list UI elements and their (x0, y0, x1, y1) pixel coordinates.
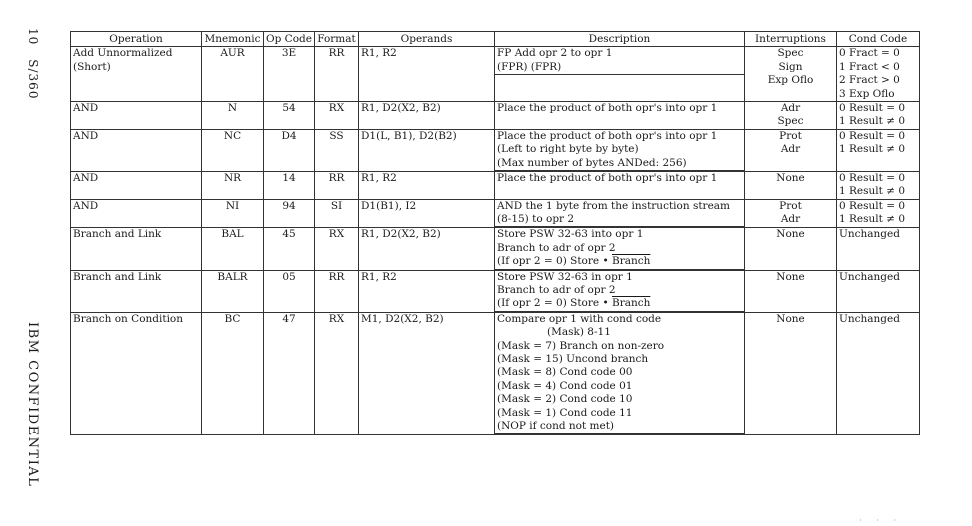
instruction-table (70, 31, 920, 435)
table-row (71, 312, 920, 435)
header-description: Description (495, 32, 745, 47)
cell-format: RX (315, 101, 359, 129)
cell-opcode: 05 (264, 270, 315, 312)
cell-operation: Branch on Condition (71, 312, 202, 435)
series-label: S/360 (26, 59, 40, 100)
cell-description: Place the product of both opr's into opr 1 (495, 101, 745, 129)
cell-cond-code: 0 Result = 0 1 Result ≠ 0 (837, 171, 920, 199)
cell-cond-code: 0 Result = 0 1 Result ≠ 0 (837, 101, 920, 129)
cell-interruptions: None (745, 171, 837, 199)
cell-mnemonic: AUR (202, 47, 264, 102)
table-row (71, 129, 920, 171)
cell-mnemonic: BC (202, 312, 264, 435)
cell-cond-code: Unchanged (837, 270, 920, 312)
page-number: 10 (26, 28, 40, 46)
cell-operands: D1(B1), I2 (359, 199, 495, 228)
cell-operands: R1, R2 (359, 270, 495, 312)
cell-interruptions: Adr Spec (745, 101, 837, 129)
side-label-top (26, 28, 40, 99)
cell-description: FP Add opr 2 to opr 1 (FPR) (FPR) (495, 47, 745, 102)
cell-format: RX (315, 228, 359, 270)
cell-opcode: 45 (264, 228, 315, 270)
cell-description: Store PSW 32-63 into opr 1 Branch to adr of opr 2 (If opr 2 = 0) Store • Branch (495, 228, 745, 270)
cell-cond-code: 0 Fract = 0 1 Fract < 0 2 Fract > 0 3 Exp Oflo (837, 47, 920, 102)
cell-mnemonic: NR (202, 171, 264, 199)
cell-description: Place the product of both opr's into opr 1 (Left to right byte by byte) (Max number of bytes ANDed: 256) (495, 129, 745, 171)
cell-mnemonic: BALR (202, 270, 264, 312)
cell-opcode: 47 (264, 312, 315, 435)
cell-mnemonic: N (202, 101, 264, 129)
header-mnemonic: Mnemonic (202, 32, 264, 47)
cell-interruptions: None (745, 228, 837, 270)
cell-interruptions: Prot Adr (745, 199, 837, 228)
cell-description: Store PSW 32-63 in opr 1 Branch to adr of opr 2 (If opr 2 = 0) Store • Branch (495, 270, 745, 312)
cell-operation: AND (71, 101, 202, 129)
cell-operands: R1, D2(X2, B2) (359, 228, 495, 270)
table-row (71, 199, 920, 228)
cell-operation: Add Unnormalized (Short) (71, 47, 202, 102)
header-operands: Operands (359, 32, 495, 47)
cell-cond-code: 0 Result = 0 1 Result ≠ 0 (837, 129, 920, 171)
cell-mnemonic: NC (202, 129, 264, 171)
cell-format: RX (315, 312, 359, 435)
cell-operands: M1, D2(X2, B2) (359, 312, 495, 435)
cell-opcode: 14 (264, 171, 315, 199)
header-opcode: Op Code (264, 32, 315, 47)
cell-description: Compare opr 1 with cond code (Mask) 8-11 (Mask = 7) Branch on non-zero (Mask = 15) Uncond branch (Mask = 8) Cond code 00 (Mask = 4) Cond code 01 (Mask = 2) Cond code 10 (Mask = 1) Cond code 11 (NOP if cond not met) (495, 312, 745, 435)
cell-format: RR (315, 270, 359, 312)
cell-operation: AND (71, 129, 202, 171)
cell-opcode: D4 (264, 129, 315, 171)
cell-opcode: 54 (264, 101, 315, 129)
header-format: Format (315, 32, 359, 47)
cell-cond-code: Unchanged (837, 228, 920, 270)
cell-operation: AND (71, 171, 202, 199)
cell-cond-code: 0 Result = 0 1 Result ≠ 0 (837, 199, 920, 228)
confidential-label: IBM CONFIDENTIAL (25, 322, 40, 488)
cell-format: RR (315, 47, 359, 102)
cell-opcode: 94 (264, 199, 315, 228)
cell-mnemonic: BAL (202, 228, 264, 270)
cell-operands: R1, R2 (359, 171, 495, 199)
cell-interruptions: Prot Adr (745, 129, 837, 171)
cell-opcode: 3E (264, 47, 315, 102)
cell-format: SI (315, 199, 359, 228)
table-row (71, 270, 920, 312)
header-operation: Operation (71, 32, 202, 47)
cell-operands: R1, D2(X2, B2) (359, 101, 495, 129)
cell-interruptions: None (745, 270, 837, 312)
cell-operation: Branch and Link (71, 228, 202, 270)
cell-operands: R1, R2 (359, 47, 495, 102)
cell-format: RR (315, 171, 359, 199)
cell-operation: AND (71, 199, 202, 228)
cell-operands: D1(L, B1), D2(B2) (359, 129, 495, 171)
cell-interruptions: Spec Sign Exp Oflo (745, 47, 837, 102)
cell-description: Place the product of both opr's into opr 1 (495, 171, 745, 199)
table-row (71, 171, 920, 199)
cell-mnemonic: NI (202, 199, 264, 228)
table-row (71, 101, 920, 129)
cell-description: AND the 1 byte from the instruction stream (8-15) to opr 2 (495, 199, 745, 228)
cell-format: SS (315, 129, 359, 171)
cell-interruptions: None (745, 312, 837, 435)
scan-artifact: · · · (859, 516, 902, 525)
header-interruptions: Interruptions (745, 32, 837, 47)
cell-cond-code: Unchanged (837, 312, 920, 435)
table-row (71, 47, 920, 102)
header-row (71, 32, 920, 47)
cell-operation: Branch and Link (71, 270, 202, 312)
table-row (71, 228, 920, 270)
header-cond-code: Cond Code (837, 32, 920, 47)
